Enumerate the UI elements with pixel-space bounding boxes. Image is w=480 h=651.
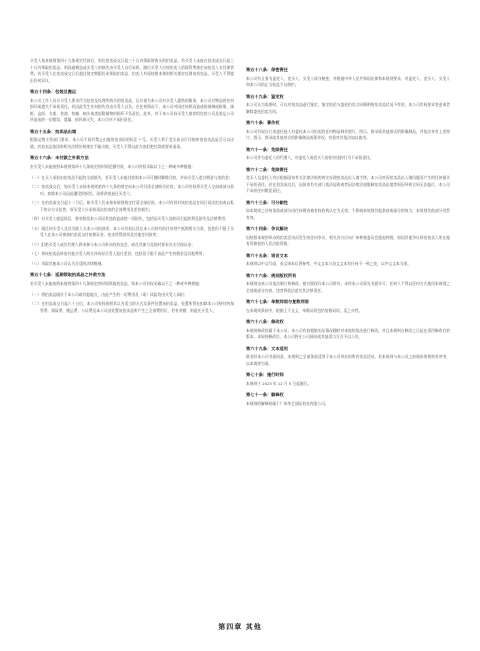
article-heading: 第六十二条：免除责任 (246, 166, 288, 172)
left-column (30, 58, 234, 412)
paragraph: 本公司有权自行或委托他人对委托本公司拍卖的任何物品制作照片、图示、图录或其他形式的影像制品，并依法享有上述照片、图示、图录或其他形式的影像制品的著作权，有权对其依法加以使用。 (246, 129, 450, 140)
article-heading: 第六十六条：规则版权所有 (246, 272, 297, 278)
article-heading: 第六十五条：语言文本 (246, 252, 288, 258)
article-heading: 第七十条：施行时间 (246, 372, 284, 377)
article-heading: 第七十一条：解释权 (246, 392, 284, 397)
article-heading: 第五十五条：拍卖品出境 (30, 128, 77, 134)
list-item: （五）就任何买受人及其关联人欠本公司的款项，本公司有权以其在本公司持有的任何财产抵销相关欠款，包括但不限于买受人在本公司参加拍卖而交付的保证金、拍卖所得款项及其他任何款项； (30, 226, 234, 237)
article-heading: 第六十三条：可分割性 (246, 199, 288, 205)
paragraph: 本规则以中文写成，英文译本仅供参考。中文文本与英文文本有任何不一致之处，以中文文本为准。 (246, 262, 412, 266)
list-item: （二）拍卖成交后，如买受人未按本规则第四十九条的规定向本公司付清全部购买价款，本公司有权将买受人全部或部分款项，扣除本公司因此遭受的损失，再将余款退还买受人； (30, 185, 234, 196)
paragraph: 如本规则之任何条款或部分因任何理由被有权机构认定为无效，不影响本规则其他条款或部分的效力，本规则其他部分仍然有效。 (246, 209, 450, 220)
list-item: （六）拒绝买受人或其代理人将来参与本公司举办的拍卖会，或在其参与竞投时要求其支付保证金； (30, 242, 196, 247)
article-heading: 第六十八条：修改权 (246, 319, 284, 324)
list-item: （四）对买受人提起诉讼，要求赔偿本公司因其违约造成的一切损失，包括因买受人违约而引起的利息损失及法律费用； (30, 217, 229, 221)
paragraph: 本规则修改权属于本公司，本公司有权根据实际情况随时对本规则依法进行修改，并且本规则自修改之日起在适用修改后的版本。本规则修改后，本公司将在公司网站或其他适当方式予以公告。 (246, 328, 450, 339)
list-item: （八）采取其他本公司认为合适的法律措施。 (30, 261, 106, 266)
list-item: （一）将拍卖品储存于本公司或其他地点，由此产生的一切费用及（或）风险均由买受人承担； (30, 292, 188, 297)
article-heading: 第六十条：著作权 (246, 120, 280, 125)
list-item: （七）将该拍卖品转由其他买受人购买并向原买受人追讨差价，包括但不限于由此产生的佣金及其他费用； (30, 252, 207, 256)
paragraph: 本公司作为委托人的代理人，对委托人或竞买人的任何违约行为不承担责任。 (246, 156, 374, 160)
list-item: （三）在拍卖成交日起十二日后，如买受人仍未按本规则规定付清全部价款，本公司有权对该拍卖品在同日再次拍卖或以私下协议方式出售，原买受人应承担再次拍卖的全部费用及差价损失； (30, 201, 234, 212)
paragraph: 本公司有义务为委托人、竞买人、买受人保守秘密，并根据中华人民共和国法律和本规则要求，对委托人、竞买人、买受人和本公司的正当权益予以保护。 (246, 76, 450, 87)
right-column (246, 58, 450, 412)
paragraph: 竞买人及委托人均应根据国家有关法律法规的规定办理拍卖品出入境手续，本公司对因拍卖品出入境问题而产生的任何损失不承担责任。若在拍卖成交后，因国家有关部门依法征购或者因法律法规限制拍卖品出境等原因导致合同无法履行，本公司不承担任何赔偿责任。 (246, 176, 450, 193)
paragraph: 买受人按本规则第四十九条规定付款后，则在拍卖成交日起三十日内领取所购买的拍卖品。若买受人未能在拍卖成交日起三十日内领取拍卖品，则因逾期造成买受人的损失由买受人自行承担。随后买受人应按拍卖人的保管费规定向拍卖人支付保管费。若买受人在拍卖成交日后超过规定期限仍未领取拍卖品，拍卖人有权按照本规则相关规定处理该拍卖品，买受人不得提出任何异议。 (30, 59, 234, 83)
list-item: （一）在买人承担由拍卖品引起的全部损失，若买受人未能付款则本公司可随时解除合约，并向买受人追讨佣金与违约金； (30, 175, 233, 180)
paragraph: 本规则由本公司依法制订和修改，相应版权归本公司所有。未经本公司事先书面许可，任何人不得以任何方式使用本规则之全部或部分内容，违者将依法追究其法律责任。 (246, 282, 450, 293)
article-heading: 第六十四条：争议解决 (246, 226, 288, 231)
paragraph: 本规则于 2023 年 12 月 5 日起施行。 (246, 381, 312, 386)
article-heading: 第六十七条：单数同语与复数同语 (246, 299, 309, 304)
article-heading: 第五十四条：包装及搬运 (30, 89, 77, 94)
paragraph: 本公司工作人员应买受人要求代为包装及处理所购买的拍卖品，仅应视为本公司对买受人提供的服务，本公司对物品的任何损坏或遗失不承担责任。若因此发生任何损失均由买受人自负。在任何情况下，本公司对因任何原因造成的玻璃或框架、画框、盒匣、支架、装裱、装帧、轴头或类似附属物的损坏不负责任。此外，对于本公司向买受人推荐的包装公司及装运公司所造成的一切错误、遗漏、损坏或灭失，本公司亦不承担责任。 (30, 98, 234, 122)
article-heading: 第五十八条：保密责任 (246, 67, 288, 72)
list-item: （二）在拍卖成交日起六十日后，本公司有权按照其认为适当的方式及条件处置该拍卖品，处置所得在扣除本公司垫付的保管费、保险费、搬运费、公证费及本公司因处置该拍卖品所产生之全部费用后，若有余额，则退还买受人。 (30, 302, 234, 313)
paragraph: 本规则的解释权属于广州华艺国际拍卖有限公司。 (246, 401, 329, 406)
paragraph: 根据文物主管部门要求，本公司不再对禁止出境的拍卖标的标注 * 号。买受人须于竞买前自行详细审查拍卖品是否可以出境。若拍卖品依国家相关法律法规规定不能出境，买受人不得以此为由拒绝付款或要求退货。 (30, 138, 234, 149)
paragraph: 若买受人未能按照本规则第四十九条规定的时间领取拍卖品，则本公司有权采取以下之一种或多种措施： (30, 281, 203, 286)
chapter-title: 第四章 其他 (218, 623, 262, 631)
article-heading: 第六十九条：文本适用 (246, 345, 288, 351)
paragraph: 本公司认为需要时，可以对拍卖品进行鉴定。鉴定结论与委托拍卖合同载明的拍卖品状况不符的，本公司有权要求变更或者解除委托拍卖合同。 (246, 103, 450, 114)
paragraph: 除非经本公司书面同意，本规则之全部条款适用于本公司举办的所有拍卖活动。若本规则与本公司之前颁布的规则有冲突，以本规则为准。 (246, 355, 450, 366)
article-heading: 第六十一条：免除责任 (246, 146, 288, 152)
article-heading: 第五十九条：鉴定权 (246, 93, 284, 99)
two-column-body (30, 58, 450, 412)
paragraph: 在本规则条款中，根据上下文义，单数词语包括复数词语，反之亦然。 (246, 308, 363, 313)
paragraph: 因按照本规则举办的拍卖活动而发生的任何争议，相关各方应向广州仲裁委员会提起仲裁，如因其他争议则由拍卖人所在地有管辖权的人民法院管辖。 (246, 235, 450, 246)
article-heading: 第五十七条：延期领取拍卖品之补救方法 (30, 272, 106, 277)
paragraph: 若买受人未能按照本规则第四十九条规定的时间足额付款，本公司有权采取以下之一种或多种措施： (30, 164, 196, 169)
article-heading: 第五十六条：未付款之补救方法 (30, 155, 89, 160)
